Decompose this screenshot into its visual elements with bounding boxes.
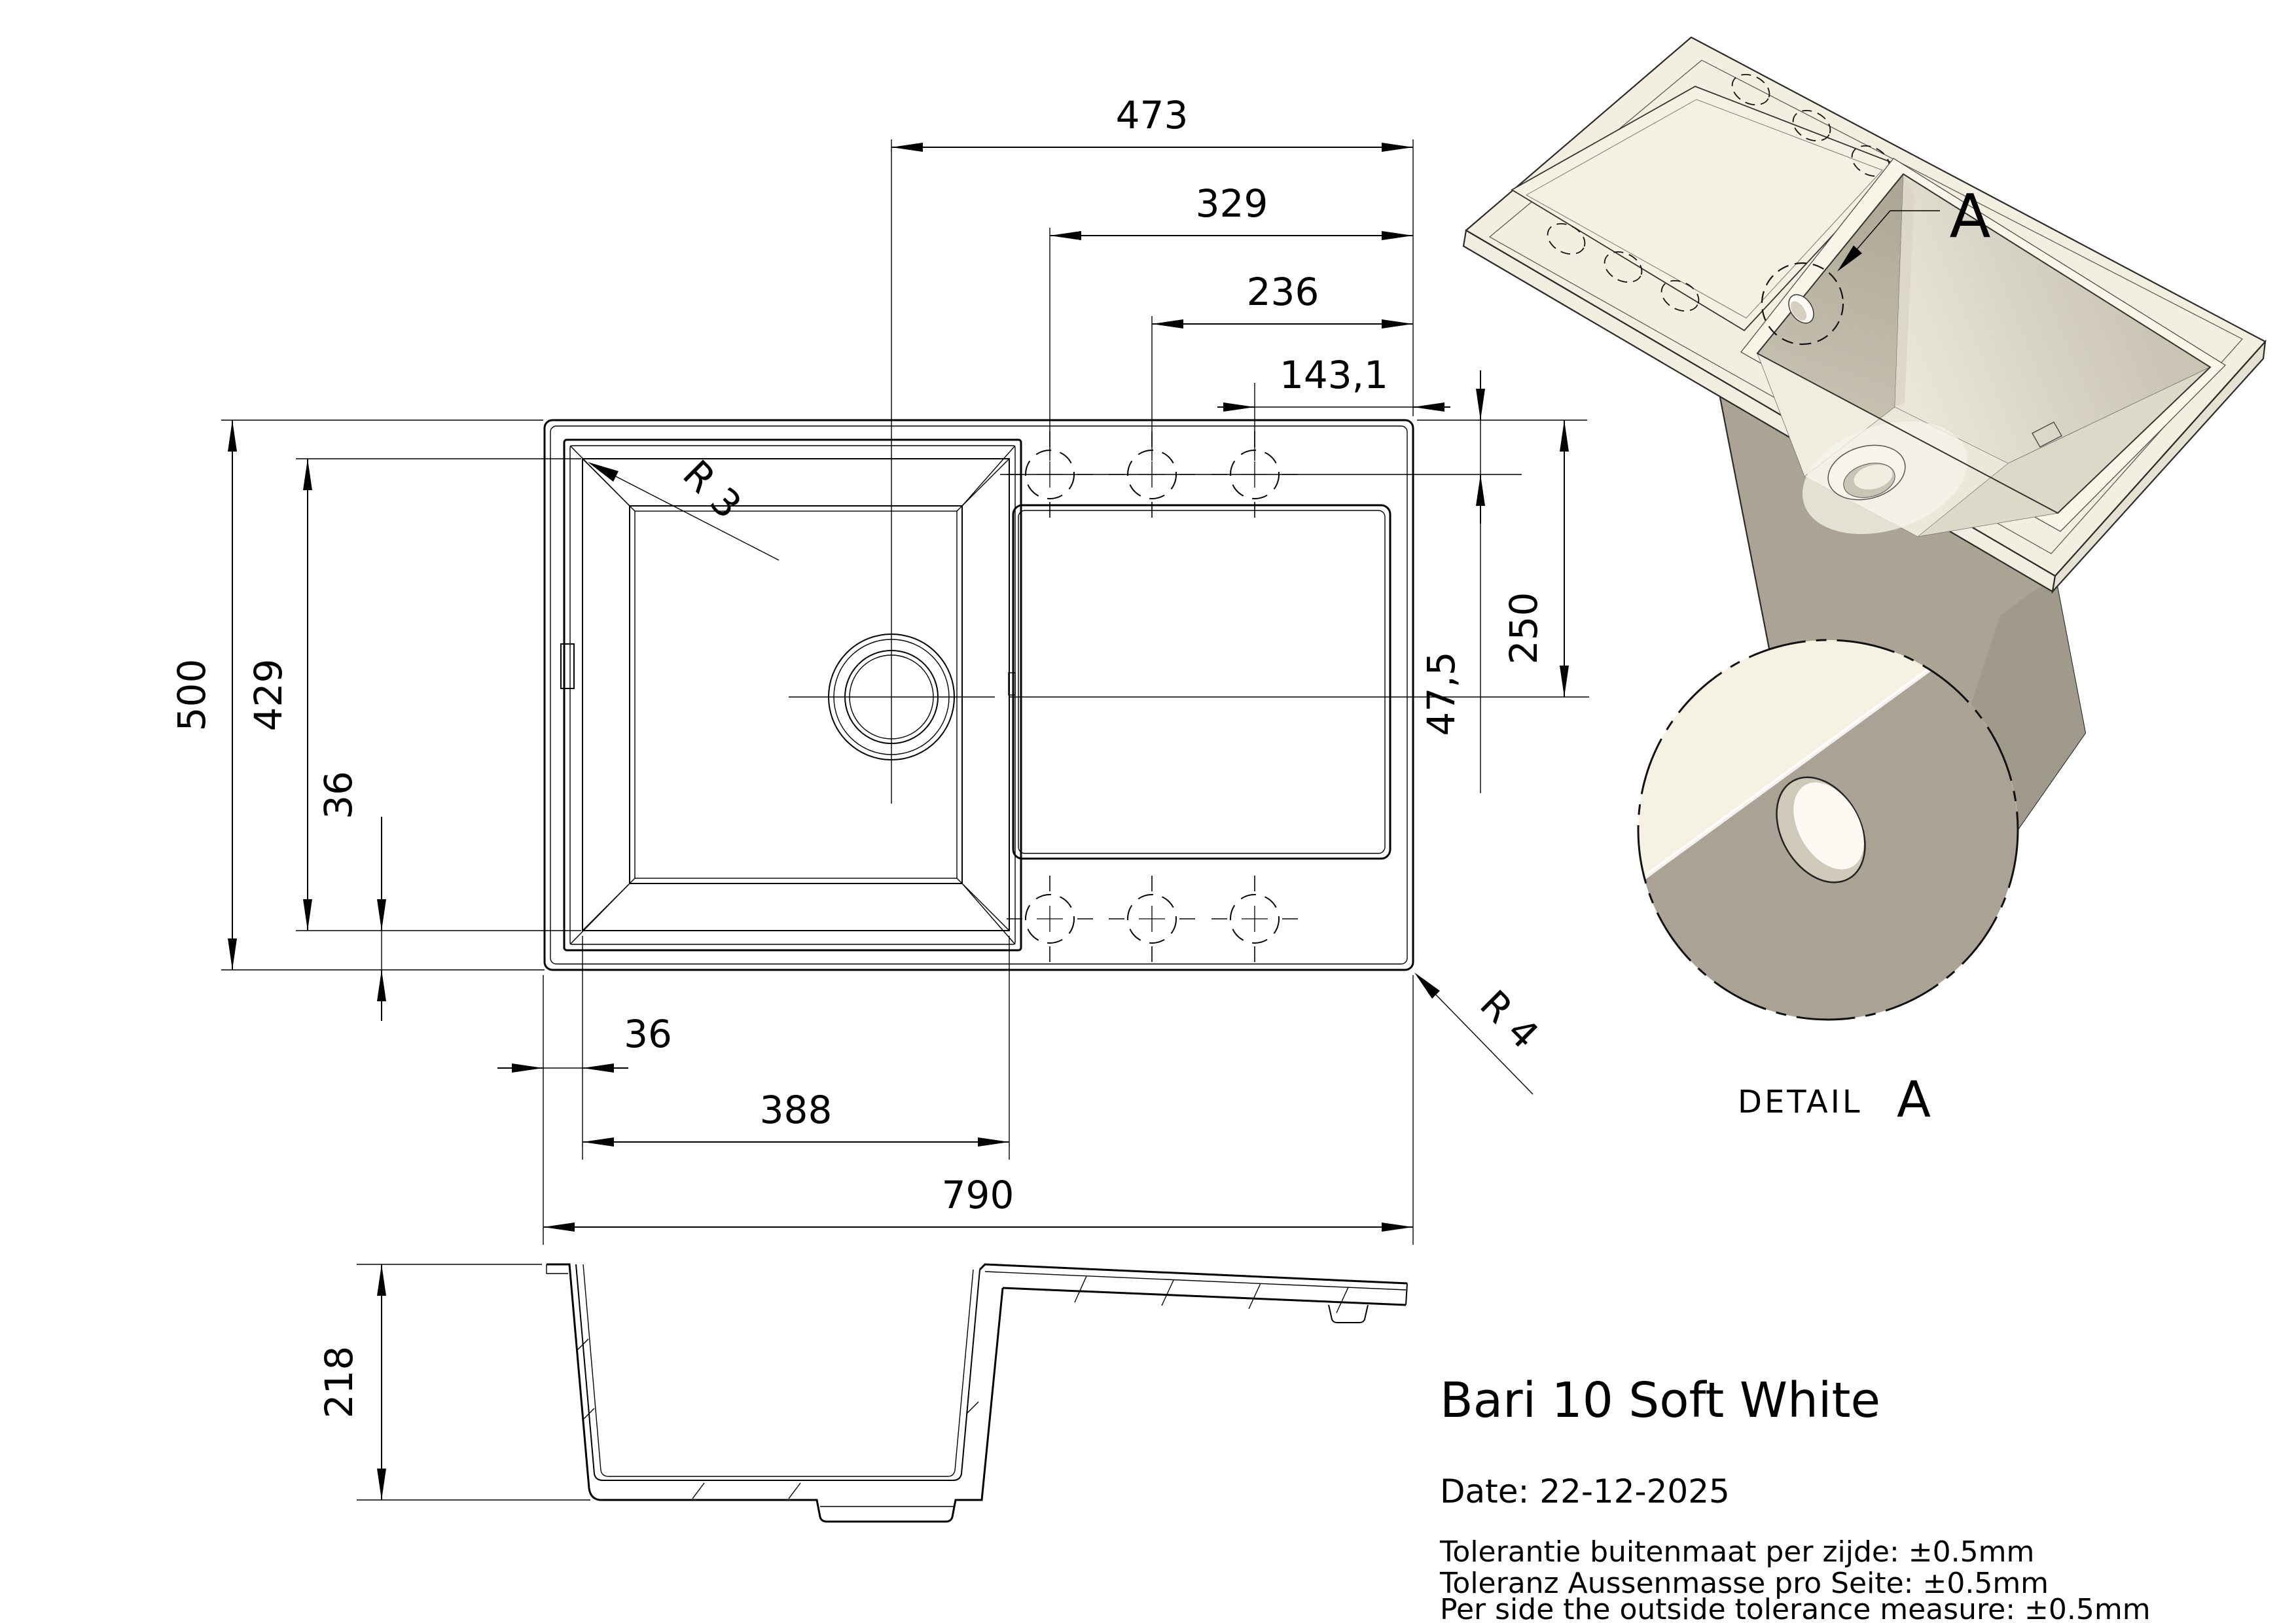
detail-view [1638, 640, 2018, 1128]
drawing-date: Date: 22-12-2025 [1440, 1472, 1730, 1510]
bowl-rim-outer [564, 440, 1021, 950]
detail-caption [1738, 1070, 1931, 1128]
dim-236-label: 236 [1246, 270, 1319, 314]
dim-47-5-label: 47,5 [1419, 651, 1463, 736]
drainboard-inner-line [1018, 510, 1385, 853]
dim-250 [1501, 420, 1564, 697]
dim-473 [891, 93, 1413, 147]
dim-500-label: 500 [170, 658, 214, 732]
radius-r4-label: R 4 [1471, 982, 1547, 1058]
tolerance-note-en: Per side the outside tolerance measure: ±0.5mm [1440, 1593, 2151, 1623]
radius-r4 [1414, 972, 1547, 1094]
tap-hole [1211, 876, 1298, 962]
overflow-slot-mark [561, 644, 574, 688]
dim-790-label: 790 [941, 1173, 1014, 1217]
dim-500 [170, 420, 232, 970]
section-bowl-inner [576, 1264, 980, 1480]
drainboard [1013, 505, 1390, 859]
dim-250-label: 250 [1501, 592, 1546, 665]
drainboard-outline [1013, 505, 1390, 859]
dim-36h-label: 36 [624, 1012, 672, 1056]
top-view [545, 139, 1589, 970]
detail-caption-word: DETAIL [1738, 1084, 1863, 1120]
dim-143 [1217, 353, 1450, 407]
extension-lines [221, 139, 1587, 1245]
dim-36v-label: 36 [316, 771, 361, 819]
bowl-rim [561, 440, 1021, 950]
dim-236 [1152, 270, 1413, 324]
bowl-corner-chamfers [570, 446, 1015, 944]
detail-caption-letter: A [1897, 1070, 1931, 1128]
dim-329-label: 329 [1195, 181, 1268, 226]
radius-r3-label: R 3 [674, 452, 750, 527]
section-left-lip [547, 1264, 568, 1274]
dim-388 [583, 1088, 1009, 1142]
section-nub [1329, 1305, 1368, 1323]
dimensions [170, 93, 1587, 1245]
title-block [1439, 1372, 2151, 1623]
drain [789, 139, 995, 804]
section-profile [547, 1264, 1407, 1522]
dim-790 [543, 1173, 1413, 1227]
dim-429-label: 429 [246, 658, 291, 732]
bowl-opening-edge [583, 459, 1009, 931]
dim-47-5 [1419, 370, 1480, 793]
tap-hole [1109, 876, 1195, 962]
bowl-floor-outer [630, 506, 962, 883]
dim-143-label: 143,1 [1279, 353, 1389, 397]
dim-36-horizontal [497, 1012, 672, 1068]
section-view [317, 1264, 1407, 1522]
tolerance-note-de: Toleranz Aussenmasse pro Seite: ±0.5mm [1440, 1567, 2049, 1600]
callout-a-label: A [1949, 181, 1991, 251]
section-exterior [547, 1264, 1003, 1522]
section-drainboard-bottom [1003, 1288, 1406, 1305]
dim-218-label: 218 [317, 1346, 361, 1419]
dim-36-vertical [316, 771, 382, 1021]
dim-329 [1050, 181, 1413, 236]
product-title: Bari 10 Soft White [1440, 1372, 1881, 1429]
tolerance-note-nl: Tolerantie buitenmaat per zijde: ±0.5mm [1440, 1535, 2035, 1569]
dim-473-label: 473 [1115, 93, 1189, 137]
dim-429 [246, 459, 308, 931]
section-drainboard-endcap [1406, 1283, 1407, 1305]
section-bowl-inner2 [583, 1264, 973, 1476]
bowl-floor-inner [635, 511, 957, 878]
dim-218 [317, 1264, 382, 1500]
dim-388-label: 388 [759, 1088, 833, 1132]
sink-outer-outline [545, 420, 1413, 970]
bowl-rim-line2 [570, 446, 1015, 944]
